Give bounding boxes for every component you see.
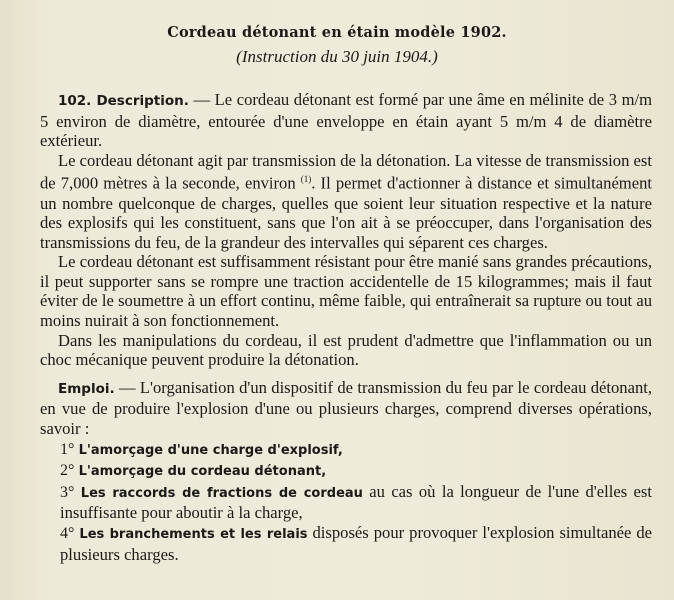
- list-item: [40, 460, 652, 482]
- list-item-text: Les raccords de fractions de cordeau: [80, 485, 363, 501]
- paragraph-text: Le cordeau détonant agit par transmission de la détonation. La vitesse de transmission est de 7,000 mètres à la seconde, environ: [40, 150, 652, 193]
- list-item-number: 1°: [60, 440, 75, 458]
- list-item-text: Les branchements et les relais: [79, 527, 308, 542]
- footnote-ref: (1): [300, 174, 312, 185]
- list-item: [40, 439, 652, 461]
- emploi-text: — L'organisation d'un dispositif de transmission du feu par le cordeau détonant, en vue de produire l'explosion d'une ou plusieurs charges, comprend diverses opérations, savoir :: [40, 377, 652, 439]
- emploi-paragraph: [40, 378, 652, 439]
- paragraph-text: . Il permet d'actionner à distance et simultanément un nombre quelconque de charges, quelles que soient leur situation respective et la nature des explosifs qui les constituent, sans que l'on ait à se préoccuper, dans l'organisation des transmissions du feu, de la grandeur des intervalles qui séparent ces charges.: [40, 173, 652, 252]
- list-item-number: 4°: [60, 525, 75, 542]
- list-item-text: L'amorçage d'une charge d'explosif,: [78, 442, 343, 458]
- list-item: [40, 523, 652, 564]
- description-paragraph: [40, 90, 652, 151]
- emploi-label: Emploi.: [58, 380, 115, 397]
- paragraph-manipulation: Dans les manipulations du cordeau, il est prudent d'admettre que l'inflammation ou un choc mécanique peuvent produire la détonation.: [40, 330, 652, 370]
- paragraph-transmission: [40, 151, 652, 253]
- document-body: [40, 90, 652, 564]
- paragraph-resistance: Le cordeau détonant est suffisamment résistant pour être manié sans grandes précautions, il peut supporter sans se rompre une traction accidentelle de 15 kilogrammes; mais il faut éviter de le soumettre à un effort continu, même faible, qui entraînerait sa rupture ou tout au moins nuirait à son fonctionnement.: [40, 252, 652, 331]
- list-item-text: L'amorçage du cordeau détonant,: [78, 464, 327, 480]
- list-item: [40, 482, 652, 523]
- description-text: — Le cordeau détonant est formé par une âme en mélinite de 3 m/m 5 environ de diamètre, entourée d'une enveloppe en étain ayant 5 m/m 4 de diamètre extérieur.: [40, 90, 652, 151]
- list-item-rest: disposés pour provoquer l'explosion simultanée de plusieurs charges.: [60, 523, 652, 564]
- list-item-number: 2°: [60, 462, 75, 480]
- page-title: Cordeau détonant en étain modèle 1902.: [167, 24, 507, 41]
- description-label: 102. Description.: [58, 93, 189, 109]
- list-item-number: 3°: [60, 483, 75, 501]
- list-item-rest: au cas où la longueur de l'une d'elles est insuffisante pour aboutir à la charge,: [60, 481, 652, 523]
- page-subtitle: (Instruction du 30 juin 1904.): [236, 47, 438, 66]
